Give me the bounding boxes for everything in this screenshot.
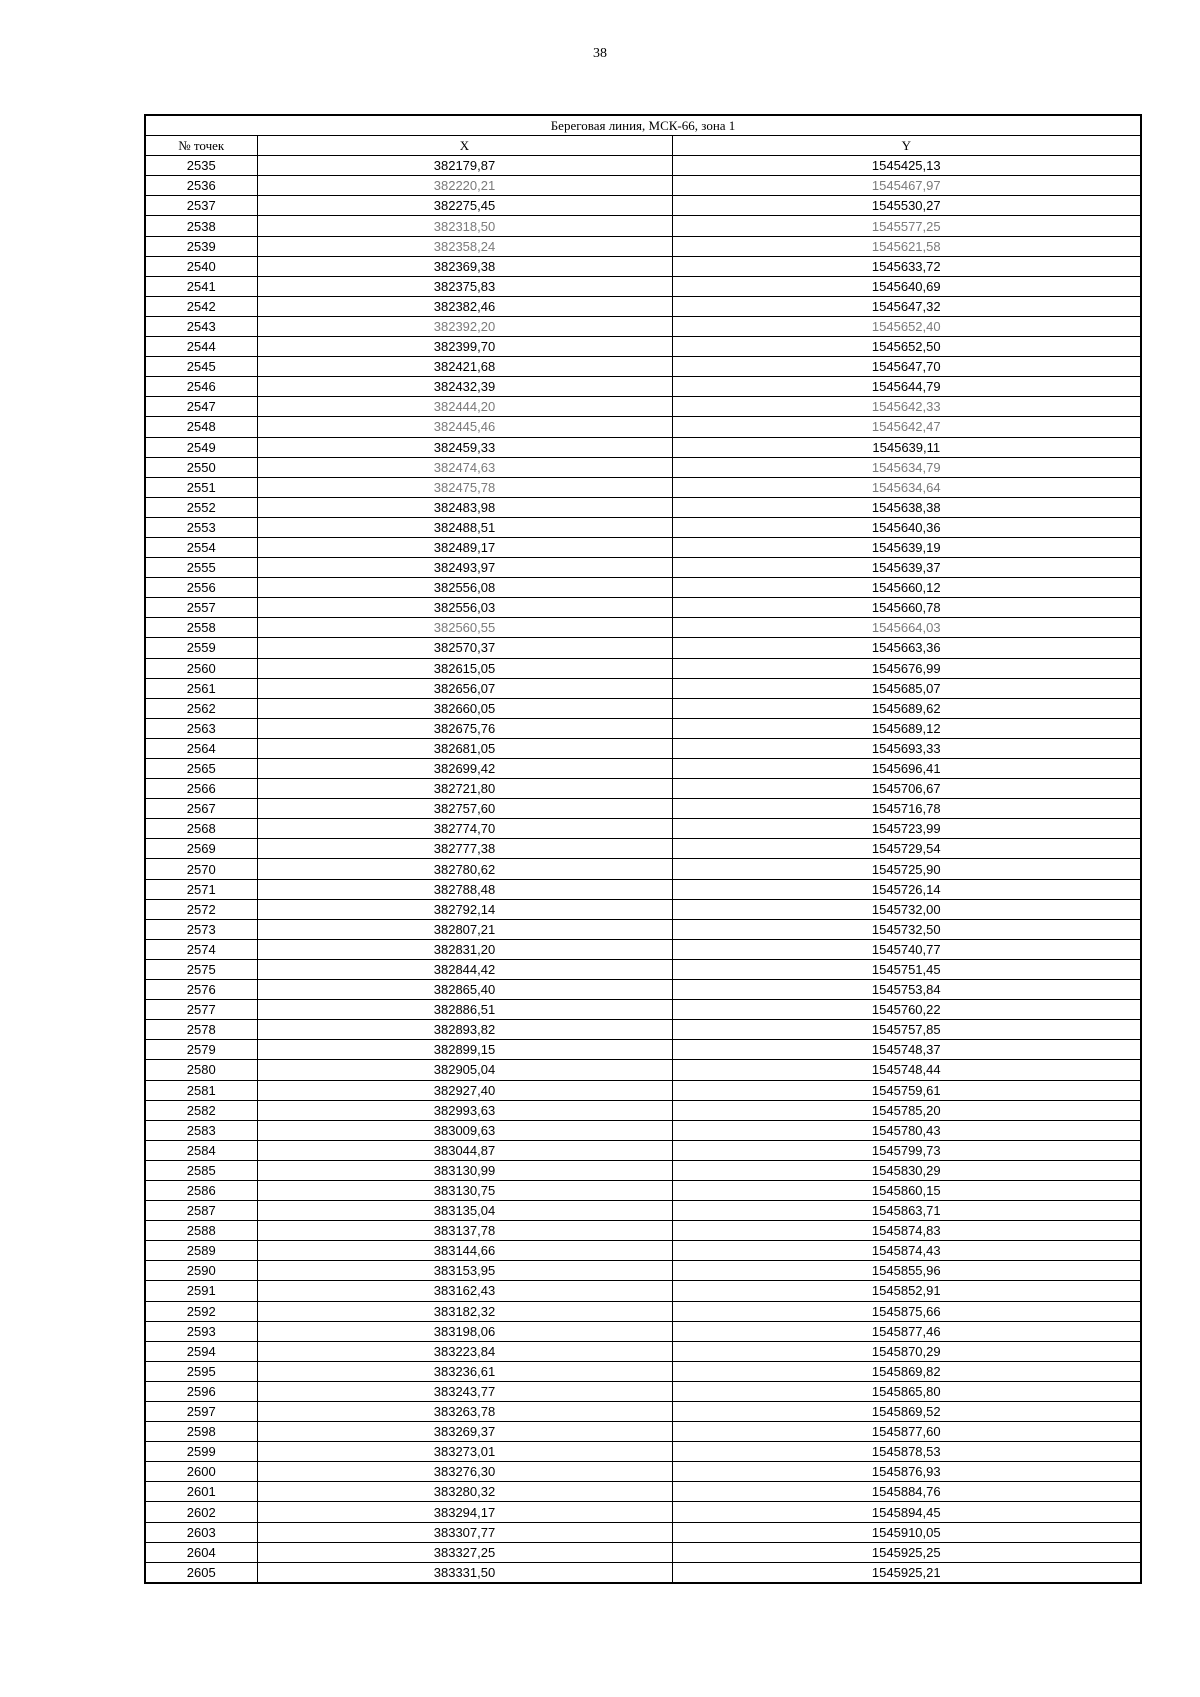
x-coordinate-cell: 383236,61: [257, 1361, 672, 1381]
x-coordinate-cell: 383307,77: [257, 1522, 672, 1542]
y-coordinate-cell: 1545910,05: [672, 1522, 1141, 1542]
y-coordinate-cell: 1545689,62: [672, 698, 1141, 718]
y-coordinate-cell: 1545696,41: [672, 759, 1141, 779]
table-row: [145, 859, 1141, 879]
table-row: [145, 1201, 1141, 1221]
y-coordinate-cell: 1545530,27: [672, 196, 1141, 216]
point-number-cell: 2545: [145, 357, 257, 377]
table-row: [145, 196, 1141, 216]
y-coordinate-cell: 1545638,38: [672, 497, 1141, 517]
y-coordinate-cell: 1545640,69: [672, 276, 1141, 296]
y-coordinate-cell: 1545577,25: [672, 216, 1141, 236]
y-coordinate-cell: 1545753,84: [672, 980, 1141, 1000]
point-number-cell: 2569: [145, 839, 257, 859]
coordinates-table: [144, 114, 1142, 1584]
column-header-y: Y: [672, 136, 1141, 156]
y-coordinate-cell: 1545634,64: [672, 477, 1141, 497]
x-coordinate-cell: 382788,48: [257, 879, 672, 899]
point-number-cell: 2540: [145, 256, 257, 276]
y-coordinate-cell: 1545884,76: [672, 1482, 1141, 1502]
x-coordinate-cell: 382893,82: [257, 1020, 672, 1040]
table-row: [145, 1160, 1141, 1180]
point-number-cell: 2559: [145, 638, 257, 658]
y-coordinate-cell: 1545830,29: [672, 1160, 1141, 1180]
table-row: [145, 236, 1141, 256]
table-row: [145, 517, 1141, 537]
table-row: [145, 296, 1141, 316]
table-row: [145, 377, 1141, 397]
table-row: [145, 1000, 1141, 1020]
y-coordinate-cell: 1545642,47: [672, 417, 1141, 437]
point-number-cell: 2586: [145, 1180, 257, 1200]
y-coordinate-cell: 1545870,29: [672, 1341, 1141, 1361]
table-row: [145, 1281, 1141, 1301]
point-number-cell: 2546: [145, 377, 257, 397]
y-coordinate-cell: 1545639,11: [672, 437, 1141, 457]
point-number-cell: 2596: [145, 1381, 257, 1401]
y-coordinate-cell: 1545642,33: [672, 397, 1141, 417]
y-coordinate-cell: 1545639,19: [672, 537, 1141, 557]
x-coordinate-cell: 382865,40: [257, 980, 672, 1000]
point-number-cell: 2565: [145, 759, 257, 779]
point-number-cell: 2552: [145, 497, 257, 517]
y-coordinate-cell: 1545874,43: [672, 1241, 1141, 1261]
column-header-point-number: № точек: [145, 136, 257, 156]
point-number-cell: 2577: [145, 1000, 257, 1020]
table-row: [145, 799, 1141, 819]
y-coordinate-cell: 1545799,73: [672, 1140, 1141, 1160]
x-coordinate-cell: 382993,63: [257, 1100, 672, 1120]
x-coordinate-cell: 383280,32: [257, 1482, 672, 1502]
table-row: [145, 879, 1141, 899]
table-row: [145, 779, 1141, 799]
x-coordinate-cell: 382432,39: [257, 377, 672, 397]
x-coordinate-cell: 382220,21: [257, 176, 672, 196]
y-coordinate-cell: 1545660,12: [672, 578, 1141, 598]
y-coordinate-cell: 1545925,21: [672, 1562, 1141, 1583]
x-coordinate-cell: 382774,70: [257, 819, 672, 839]
y-coordinate-cell: 1545652,40: [672, 316, 1141, 336]
point-number-cell: 2557: [145, 598, 257, 618]
table-row: [145, 678, 1141, 698]
y-coordinate-cell: 1545723,99: [672, 819, 1141, 839]
x-coordinate-cell: 382656,07: [257, 678, 672, 698]
table-row: [145, 638, 1141, 658]
y-coordinate-cell: 1545633,72: [672, 256, 1141, 276]
y-coordinate-cell: 1545869,52: [672, 1402, 1141, 1422]
point-number-cell: 2538: [145, 216, 257, 236]
y-coordinate-cell: 1545863,71: [672, 1201, 1141, 1221]
point-number-cell: 2572: [145, 899, 257, 919]
y-coordinate-cell: 1545693,33: [672, 738, 1141, 758]
column-header-x: X: [257, 136, 672, 156]
x-coordinate-cell: 382777,38: [257, 839, 672, 859]
point-number-cell: 2549: [145, 437, 257, 457]
x-coordinate-cell: 382905,04: [257, 1060, 672, 1080]
point-number-cell: 2568: [145, 819, 257, 839]
point-number-cell: 2593: [145, 1321, 257, 1341]
y-coordinate-cell: 1545855,96: [672, 1261, 1141, 1281]
point-number-cell: 2556: [145, 578, 257, 598]
table-row: [145, 658, 1141, 678]
y-coordinate-cell: 1545760,22: [672, 1000, 1141, 1020]
table-header-row: [145, 136, 1141, 156]
y-coordinate-cell: 1545660,78: [672, 598, 1141, 618]
point-number-cell: 2597: [145, 1402, 257, 1422]
table-row: [145, 1502, 1141, 1522]
table-row: [145, 1462, 1141, 1482]
y-coordinate-cell: 1545644,79: [672, 377, 1141, 397]
point-number-cell: 2601: [145, 1482, 257, 1502]
table-row: [145, 919, 1141, 939]
x-coordinate-cell: 383135,04: [257, 1201, 672, 1221]
table-row: [145, 1060, 1141, 1080]
point-number-cell: 2584: [145, 1140, 257, 1160]
x-coordinate-cell: 383198,06: [257, 1321, 672, 1341]
table-row: [145, 1522, 1141, 1542]
x-coordinate-cell: 382792,14: [257, 899, 672, 919]
table-row: [145, 1341, 1141, 1361]
y-coordinate-cell: 1545785,20: [672, 1100, 1141, 1120]
x-coordinate-cell: 383137,78: [257, 1221, 672, 1241]
y-coordinate-cell: 1545894,45: [672, 1502, 1141, 1522]
point-number-cell: 2550: [145, 457, 257, 477]
table-row: [145, 759, 1141, 779]
x-coordinate-cell: 382445,46: [257, 417, 672, 437]
x-coordinate-cell: 382358,24: [257, 236, 672, 256]
table-row: [145, 256, 1141, 276]
x-coordinate-cell: 382844,42: [257, 959, 672, 979]
y-coordinate-cell: 1545425,13: [672, 156, 1141, 176]
x-coordinate-cell: 383130,75: [257, 1180, 672, 1200]
point-number-cell: 2605: [145, 1562, 257, 1583]
point-number-cell: 2539: [145, 236, 257, 256]
table-row: [145, 1261, 1141, 1281]
x-coordinate-cell: 382831,20: [257, 939, 672, 959]
point-number-cell: 2554: [145, 537, 257, 557]
table-row: [145, 558, 1141, 578]
x-coordinate-cell: 382560,55: [257, 618, 672, 638]
table-row: [145, 1542, 1141, 1562]
table-row: [145, 276, 1141, 296]
point-number-cell: 2567: [145, 799, 257, 819]
point-number-cell: 2582: [145, 1100, 257, 1120]
point-number-cell: 2592: [145, 1301, 257, 1321]
x-coordinate-cell: 383223,84: [257, 1341, 672, 1361]
point-number-cell: 2560: [145, 658, 257, 678]
point-number-cell: 2594: [145, 1341, 257, 1361]
point-number-cell: 2544: [145, 337, 257, 357]
table-row: [145, 357, 1141, 377]
point-number-cell: 2575: [145, 959, 257, 979]
x-coordinate-cell: 383276,30: [257, 1462, 672, 1482]
point-number-cell: 2558: [145, 618, 257, 638]
table-row: [145, 1120, 1141, 1140]
x-coordinate-cell: 383331,50: [257, 1562, 672, 1583]
point-number-cell: 2589: [145, 1241, 257, 1261]
point-number-cell: 2541: [145, 276, 257, 296]
x-coordinate-cell: 383044,87: [257, 1140, 672, 1160]
y-coordinate-cell: 1545664,03: [672, 618, 1141, 638]
table-row: [145, 1562, 1141, 1583]
y-coordinate-cell: 1545732,50: [672, 919, 1141, 939]
x-coordinate-cell: 383327,25: [257, 1542, 672, 1562]
x-coordinate-cell: 383182,32: [257, 1301, 672, 1321]
point-number-cell: 2537: [145, 196, 257, 216]
x-coordinate-cell: 382179,87: [257, 156, 672, 176]
x-coordinate-cell: 382699,42: [257, 759, 672, 779]
table-row: [145, 1422, 1141, 1442]
point-number-cell: 2591: [145, 1281, 257, 1301]
y-coordinate-cell: 1545689,12: [672, 718, 1141, 738]
table-row: [145, 1301, 1141, 1321]
point-number-cell: 2585: [145, 1160, 257, 1180]
y-coordinate-cell: 1545639,37: [672, 558, 1141, 578]
x-coordinate-cell: 382721,80: [257, 779, 672, 799]
table-row: [145, 1221, 1141, 1241]
table-row: [145, 618, 1141, 638]
table-row: [145, 216, 1141, 236]
point-number-cell: 2542: [145, 296, 257, 316]
x-coordinate-cell: 382681,05: [257, 738, 672, 758]
x-coordinate-cell: 382483,98: [257, 497, 672, 517]
table-title-row: [145, 115, 1141, 136]
point-number-cell: 2536: [145, 176, 257, 196]
y-coordinate-cell: 1545732,00: [672, 899, 1141, 919]
point-number-cell: 2535: [145, 156, 257, 176]
table-row: [145, 598, 1141, 618]
y-coordinate-cell: 1545685,07: [672, 678, 1141, 698]
point-number-cell: 2573: [145, 919, 257, 939]
x-coordinate-cell: 382757,60: [257, 799, 672, 819]
point-number-cell: 2543: [145, 316, 257, 336]
y-coordinate-cell: 1545874,83: [672, 1221, 1141, 1241]
x-coordinate-cell: 382927,40: [257, 1080, 672, 1100]
table-row: [145, 156, 1141, 176]
x-coordinate-cell: 382807,21: [257, 919, 672, 939]
table-row: [145, 1381, 1141, 1401]
x-coordinate-cell: 382475,78: [257, 477, 672, 497]
table-row: [145, 497, 1141, 517]
table-body: [145, 156, 1141, 1583]
point-number-cell: 2590: [145, 1261, 257, 1281]
y-coordinate-cell: 1545640,36: [672, 517, 1141, 537]
point-number-cell: 2562: [145, 698, 257, 718]
x-coordinate-cell: 382556,08: [257, 578, 672, 598]
x-coordinate-cell: 383009,63: [257, 1120, 672, 1140]
x-coordinate-cell: 382780,62: [257, 859, 672, 879]
x-coordinate-cell: 382399,70: [257, 337, 672, 357]
y-coordinate-cell: 1545875,66: [672, 1301, 1141, 1321]
table-row: [145, 457, 1141, 477]
x-coordinate-cell: 382675,76: [257, 718, 672, 738]
x-coordinate-cell: 382615,05: [257, 658, 672, 678]
table-row: [145, 1140, 1141, 1160]
x-coordinate-cell: 383294,17: [257, 1502, 672, 1522]
x-coordinate-cell: 382474,63: [257, 457, 672, 477]
table-row: [145, 698, 1141, 718]
table-row: [145, 1402, 1141, 1422]
point-number-cell: 2579: [145, 1040, 257, 1060]
y-coordinate-cell: 1545652,50: [672, 337, 1141, 357]
point-number-cell: 2548: [145, 417, 257, 437]
table-row: [145, 899, 1141, 919]
point-number-cell: 2563: [145, 718, 257, 738]
point-number-cell: 2566: [145, 779, 257, 799]
point-number-cell: 2553: [145, 517, 257, 537]
y-coordinate-cell: 1545878,53: [672, 1442, 1141, 1462]
x-coordinate-cell: 382899,15: [257, 1040, 672, 1060]
table-row: [145, 819, 1141, 839]
table-row: [145, 939, 1141, 959]
y-coordinate-cell: 1545706,67: [672, 779, 1141, 799]
y-coordinate-cell: 1545925,25: [672, 1542, 1141, 1562]
y-coordinate-cell: 1545860,15: [672, 1180, 1141, 1200]
point-number-cell: 2555: [145, 558, 257, 578]
y-coordinate-cell: 1545634,79: [672, 457, 1141, 477]
point-number-cell: 2571: [145, 879, 257, 899]
table-row: [145, 738, 1141, 758]
page-number: 38: [593, 46, 607, 61]
table-row: [145, 1482, 1141, 1502]
table-row: [145, 477, 1141, 497]
point-number-cell: 2583: [145, 1120, 257, 1140]
y-coordinate-cell: 1545751,45: [672, 959, 1141, 979]
table-title: Береговая линия, МСК-66, зона 1: [145, 115, 1141, 136]
table-row: [145, 1080, 1141, 1100]
table-row: [145, 1020, 1141, 1040]
table-row: [145, 980, 1141, 1000]
x-coordinate-cell: 382275,45: [257, 196, 672, 216]
table-row: [145, 718, 1141, 738]
point-number-cell: 2580: [145, 1060, 257, 1080]
y-coordinate-cell: 1545757,85: [672, 1020, 1141, 1040]
x-coordinate-cell: 382459,33: [257, 437, 672, 457]
x-coordinate-cell: 383263,78: [257, 1402, 672, 1422]
point-number-cell: 2599: [145, 1442, 257, 1462]
table-row: [145, 1100, 1141, 1120]
x-coordinate-cell: 382392,20: [257, 316, 672, 336]
point-number-cell: 2561: [145, 678, 257, 698]
table-row: [145, 437, 1141, 457]
y-coordinate-cell: 1545676,99: [672, 658, 1141, 678]
y-coordinate-cell: 1545852,91: [672, 1281, 1141, 1301]
y-coordinate-cell: 1545759,61: [672, 1080, 1141, 1100]
y-coordinate-cell: 1545716,78: [672, 799, 1141, 819]
point-number-cell: 2547: [145, 397, 257, 417]
x-coordinate-cell: 382375,83: [257, 276, 672, 296]
y-coordinate-cell: 1545663,36: [672, 638, 1141, 658]
x-coordinate-cell: 382660,05: [257, 698, 672, 718]
point-number-cell: 2551: [145, 477, 257, 497]
y-coordinate-cell: 1545647,70: [672, 357, 1141, 377]
point-number-cell: 2581: [145, 1080, 257, 1100]
table-row: [145, 1241, 1141, 1261]
x-coordinate-cell: 382444,20: [257, 397, 672, 417]
y-coordinate-cell: 1545748,44: [672, 1060, 1141, 1080]
point-number-cell: 2600: [145, 1462, 257, 1482]
y-coordinate-cell: 1545621,58: [672, 236, 1141, 256]
x-coordinate-cell: 383269,37: [257, 1422, 672, 1442]
x-coordinate-cell: 382489,17: [257, 537, 672, 557]
y-coordinate-cell: 1545877,46: [672, 1321, 1141, 1341]
y-coordinate-cell: 1545740,77: [672, 939, 1141, 959]
point-number-cell: 2604: [145, 1542, 257, 1562]
y-coordinate-cell: 1545748,37: [672, 1040, 1141, 1060]
x-coordinate-cell: 383162,43: [257, 1281, 672, 1301]
point-number-cell: 2576: [145, 980, 257, 1000]
point-number-cell: 2570: [145, 859, 257, 879]
point-number-cell: 2588: [145, 1221, 257, 1241]
y-coordinate-cell: 1545876,93: [672, 1462, 1141, 1482]
x-coordinate-cell: 382421,68: [257, 357, 672, 377]
table-row: [145, 1442, 1141, 1462]
table-row: [145, 337, 1141, 357]
table-row: [145, 959, 1141, 979]
point-number-cell: 2602: [145, 1502, 257, 1522]
point-number-cell: 2578: [145, 1020, 257, 1040]
table-row: [145, 839, 1141, 859]
table-row: [145, 176, 1141, 196]
point-number-cell: 2574: [145, 939, 257, 959]
y-coordinate-cell: 1545729,54: [672, 839, 1141, 859]
x-coordinate-cell: 382556,03: [257, 598, 672, 618]
table-row: [145, 417, 1141, 437]
x-coordinate-cell: 382493,97: [257, 558, 672, 578]
point-number-cell: 2564: [145, 738, 257, 758]
point-number-cell: 2595: [145, 1361, 257, 1381]
table-row: [145, 1180, 1141, 1200]
x-coordinate-cell: 382488,51: [257, 517, 672, 537]
x-coordinate-cell: 383153,95: [257, 1261, 672, 1281]
x-coordinate-cell: 383144,66: [257, 1241, 672, 1261]
table-row: [145, 578, 1141, 598]
table-row: [145, 316, 1141, 336]
x-coordinate-cell: 383273,01: [257, 1442, 672, 1462]
y-coordinate-cell: 1545467,97: [672, 176, 1141, 196]
y-coordinate-cell: 1545869,82: [672, 1361, 1141, 1381]
y-coordinate-cell: 1545865,80: [672, 1381, 1141, 1401]
x-coordinate-cell: 382369,38: [257, 256, 672, 276]
x-coordinate-cell: 382382,46: [257, 296, 672, 316]
table-row: [145, 537, 1141, 557]
y-coordinate-cell: 1545780,43: [672, 1120, 1141, 1140]
x-coordinate-cell: 383243,77: [257, 1381, 672, 1401]
x-coordinate-cell: 382318,50: [257, 216, 672, 236]
y-coordinate-cell: 1545647,32: [672, 296, 1141, 316]
y-coordinate-cell: 1545725,90: [672, 859, 1141, 879]
table-row: [145, 397, 1141, 417]
table-row: [145, 1321, 1141, 1341]
y-coordinate-cell: 1545726,14: [672, 879, 1141, 899]
point-number-cell: 2603: [145, 1522, 257, 1542]
point-number-cell: 2587: [145, 1201, 257, 1221]
table-row: [145, 1361, 1141, 1381]
x-coordinate-cell: 382570,37: [257, 638, 672, 658]
x-coordinate-cell: 382886,51: [257, 1000, 672, 1020]
x-coordinate-cell: 383130,99: [257, 1160, 672, 1180]
table-row: [145, 1040, 1141, 1060]
y-coordinate-cell: 1545877,60: [672, 1422, 1141, 1442]
point-number-cell: 2598: [145, 1422, 257, 1442]
